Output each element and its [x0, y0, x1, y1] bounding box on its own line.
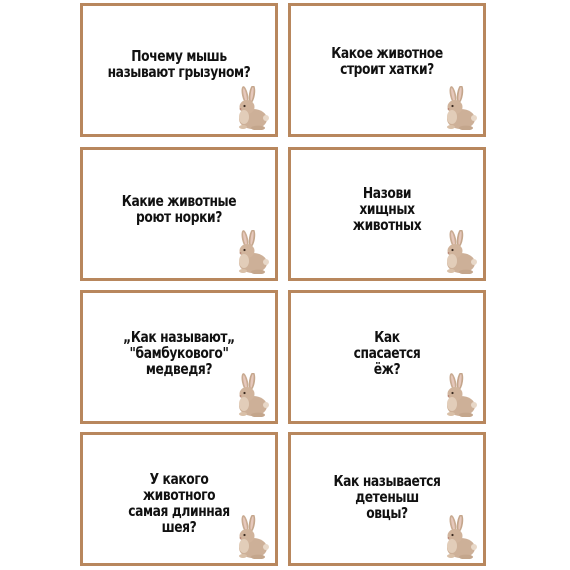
- question-card-6: [288, 290, 486, 424]
- rabbit-icon: [231, 230, 269, 274]
- card-question: Почему мышь называют грызуном?: [107, 47, 251, 81]
- card-question: „Как называют„ "бамбукового" медведя?: [123, 328, 235, 378]
- question-card-7: [80, 432, 278, 566]
- rabbit-icon: [439, 515, 477, 559]
- card-question: Назови хищных животных: [352, 184, 422, 234]
- question-card-2: [288, 3, 486, 137]
- card-question: Как называется детеныш овцы?: [333, 472, 441, 522]
- rabbit-icon: [439, 373, 477, 417]
- question-card-5: [80, 290, 278, 424]
- rabbit-icon: [231, 86, 269, 130]
- rabbit-icon: [439, 86, 477, 130]
- rabbit-icon: [231, 515, 269, 559]
- question-card-3: [80, 147, 278, 281]
- rabbit-icon: [231, 373, 269, 417]
- card-question: Какие животные роют норки?: [121, 192, 237, 226]
- card-question: У какого животного самая длинная шея?: [128, 470, 230, 536]
- card-question: Как спасается ёж?: [353, 328, 421, 378]
- question-card-4: [288, 147, 486, 281]
- rabbit-icon: [439, 230, 477, 274]
- question-card-1: [80, 3, 278, 137]
- card-question: Какое животное строит хатки?: [331, 44, 443, 78]
- question-card-8: [288, 432, 486, 566]
